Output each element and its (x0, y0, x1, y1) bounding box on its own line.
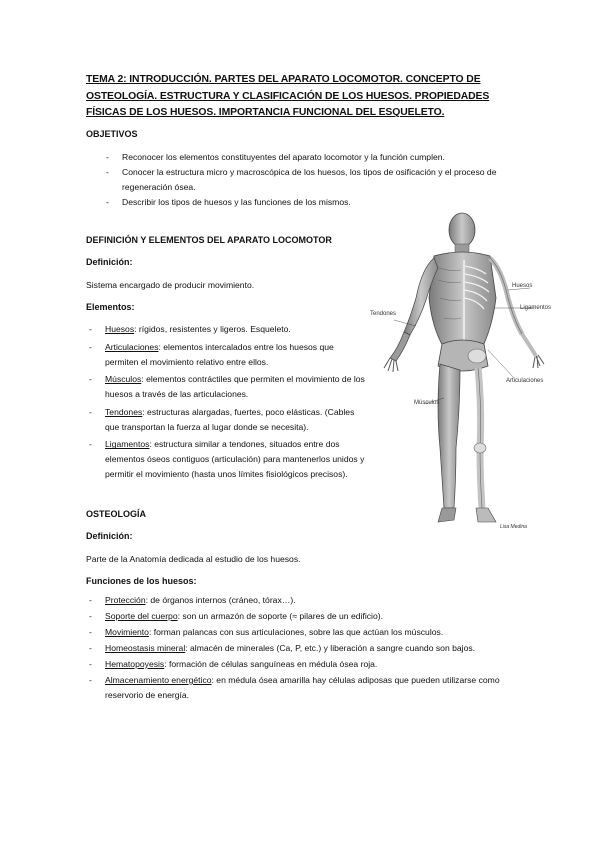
list-item: - Movimiento: forman palancas con sus articulaciones, sobre las que actúan los músculos. (86, 625, 526, 640)
label-ligamentos: Ligamentos (520, 305, 552, 311)
label-articulaciones: Articulaciones (506, 378, 544, 384)
label-tendones: Tendones (370, 311, 397, 317)
osteologia-def-label: Definición: (86, 531, 133, 541)
list-item: - Ligamentos: estructura similar a tendones, situados entre dos elementos óseos contiguos (articulación) para mantenerlos unidos y permitir el movimiento (hasta unos límites fisiológicos precisos). (86, 437, 366, 482)
list-item: - Homeostasis mineral: almacén de minerales (Ca, P, etc.) y liberación a sangre cuando son bajos. (86, 641, 526, 656)
human-body-figure (364, 208, 564, 538)
definicion-heading: DEFINICIÓN Y ELEMENTOS DEL APARATO LOCOMOTOR (86, 235, 332, 245)
list-item: - Tendones: estructuras alargadas, fuertes, poco elásticas. (Cables que transportan la fuerza al lugar donde se necesita). (86, 405, 366, 435)
label-huesos: Huesos (512, 283, 533, 289)
list-item: - Hematopoyesis: formación de células sanguíneas en médula ósea roja. (86, 657, 526, 672)
elementos-list (86, 322, 366, 485)
funciones-list (86, 593, 526, 704)
list-item: - Reconocer los elementos constituyentes del aparato locomotor y la función cumplen. (103, 150, 523, 165)
funciones-label: Funciones de los huesos: (86, 576, 197, 586)
elementos-label: Elementos: (86, 302, 135, 312)
objetivos-heading: OBJETIVOS (86, 129, 138, 139)
list-item: - Articulaciones: elementos intercalados entre los huesos que permiten el movimiento relativo entre ellos. (86, 340, 366, 370)
list-item: - Almacenamiento energético: en médula ósea amarilla hay células adiposas que pueden utilizarse como reservorio de energía. (86, 673, 526, 703)
definicion-text: Sistema encargado de producir movimiento. (86, 280, 255, 290)
musculoskeletal-illustration (364, 208, 564, 538)
list-item: - Soporte del cuerpo: son un armazón de soporte (≈ pilares de un edificio). (86, 609, 526, 624)
osteologia-heading: OSTEOLOGÍA (86, 509, 147, 519)
illustrator-signature: Lisa Medina (500, 524, 527, 530)
label-musculos: Músculos (414, 400, 440, 406)
list-item: - Huesos: rígidos, resistentes y ligeros. Esqueleto. (86, 322, 366, 337)
objetivos-list (103, 150, 523, 210)
list-item: - Describir los tipos de huesos y las funciones de los mismos. (103, 195, 354, 210)
document-title: TEMA 2: INTRODUCCIÓN. PARTES DEL APARATO LOCOMOTOR. CONCEPTO DE OSTEOLOGÍA. ESTRUCTURA Y CLASIFICACIÓN DE LOS HUESOS. PROPIEDADES FÍSICAS DE LOS HUESOS. IMPORTANCIA FUNCIONAL DEL ESQUELETO. (86, 74, 490, 118)
list-item: - Conocer la estructura micro y macroscópica de los huesos, los tipos de osificación y el proceso de regeneración ósea. (103, 165, 523, 195)
osteologia-def-text: Parte de la Anatomía dedicada al estudio de los huesos. (86, 554, 301, 564)
definicion-label: Definición: (86, 257, 133, 267)
list-item: - Protección: de órganos internos (cráneo, tórax…). (86, 593, 526, 608)
list-item: - Músculos: elementos contráctiles que permiten el movimiento de los huesos a través de las articulaciones. (86, 372, 366, 402)
